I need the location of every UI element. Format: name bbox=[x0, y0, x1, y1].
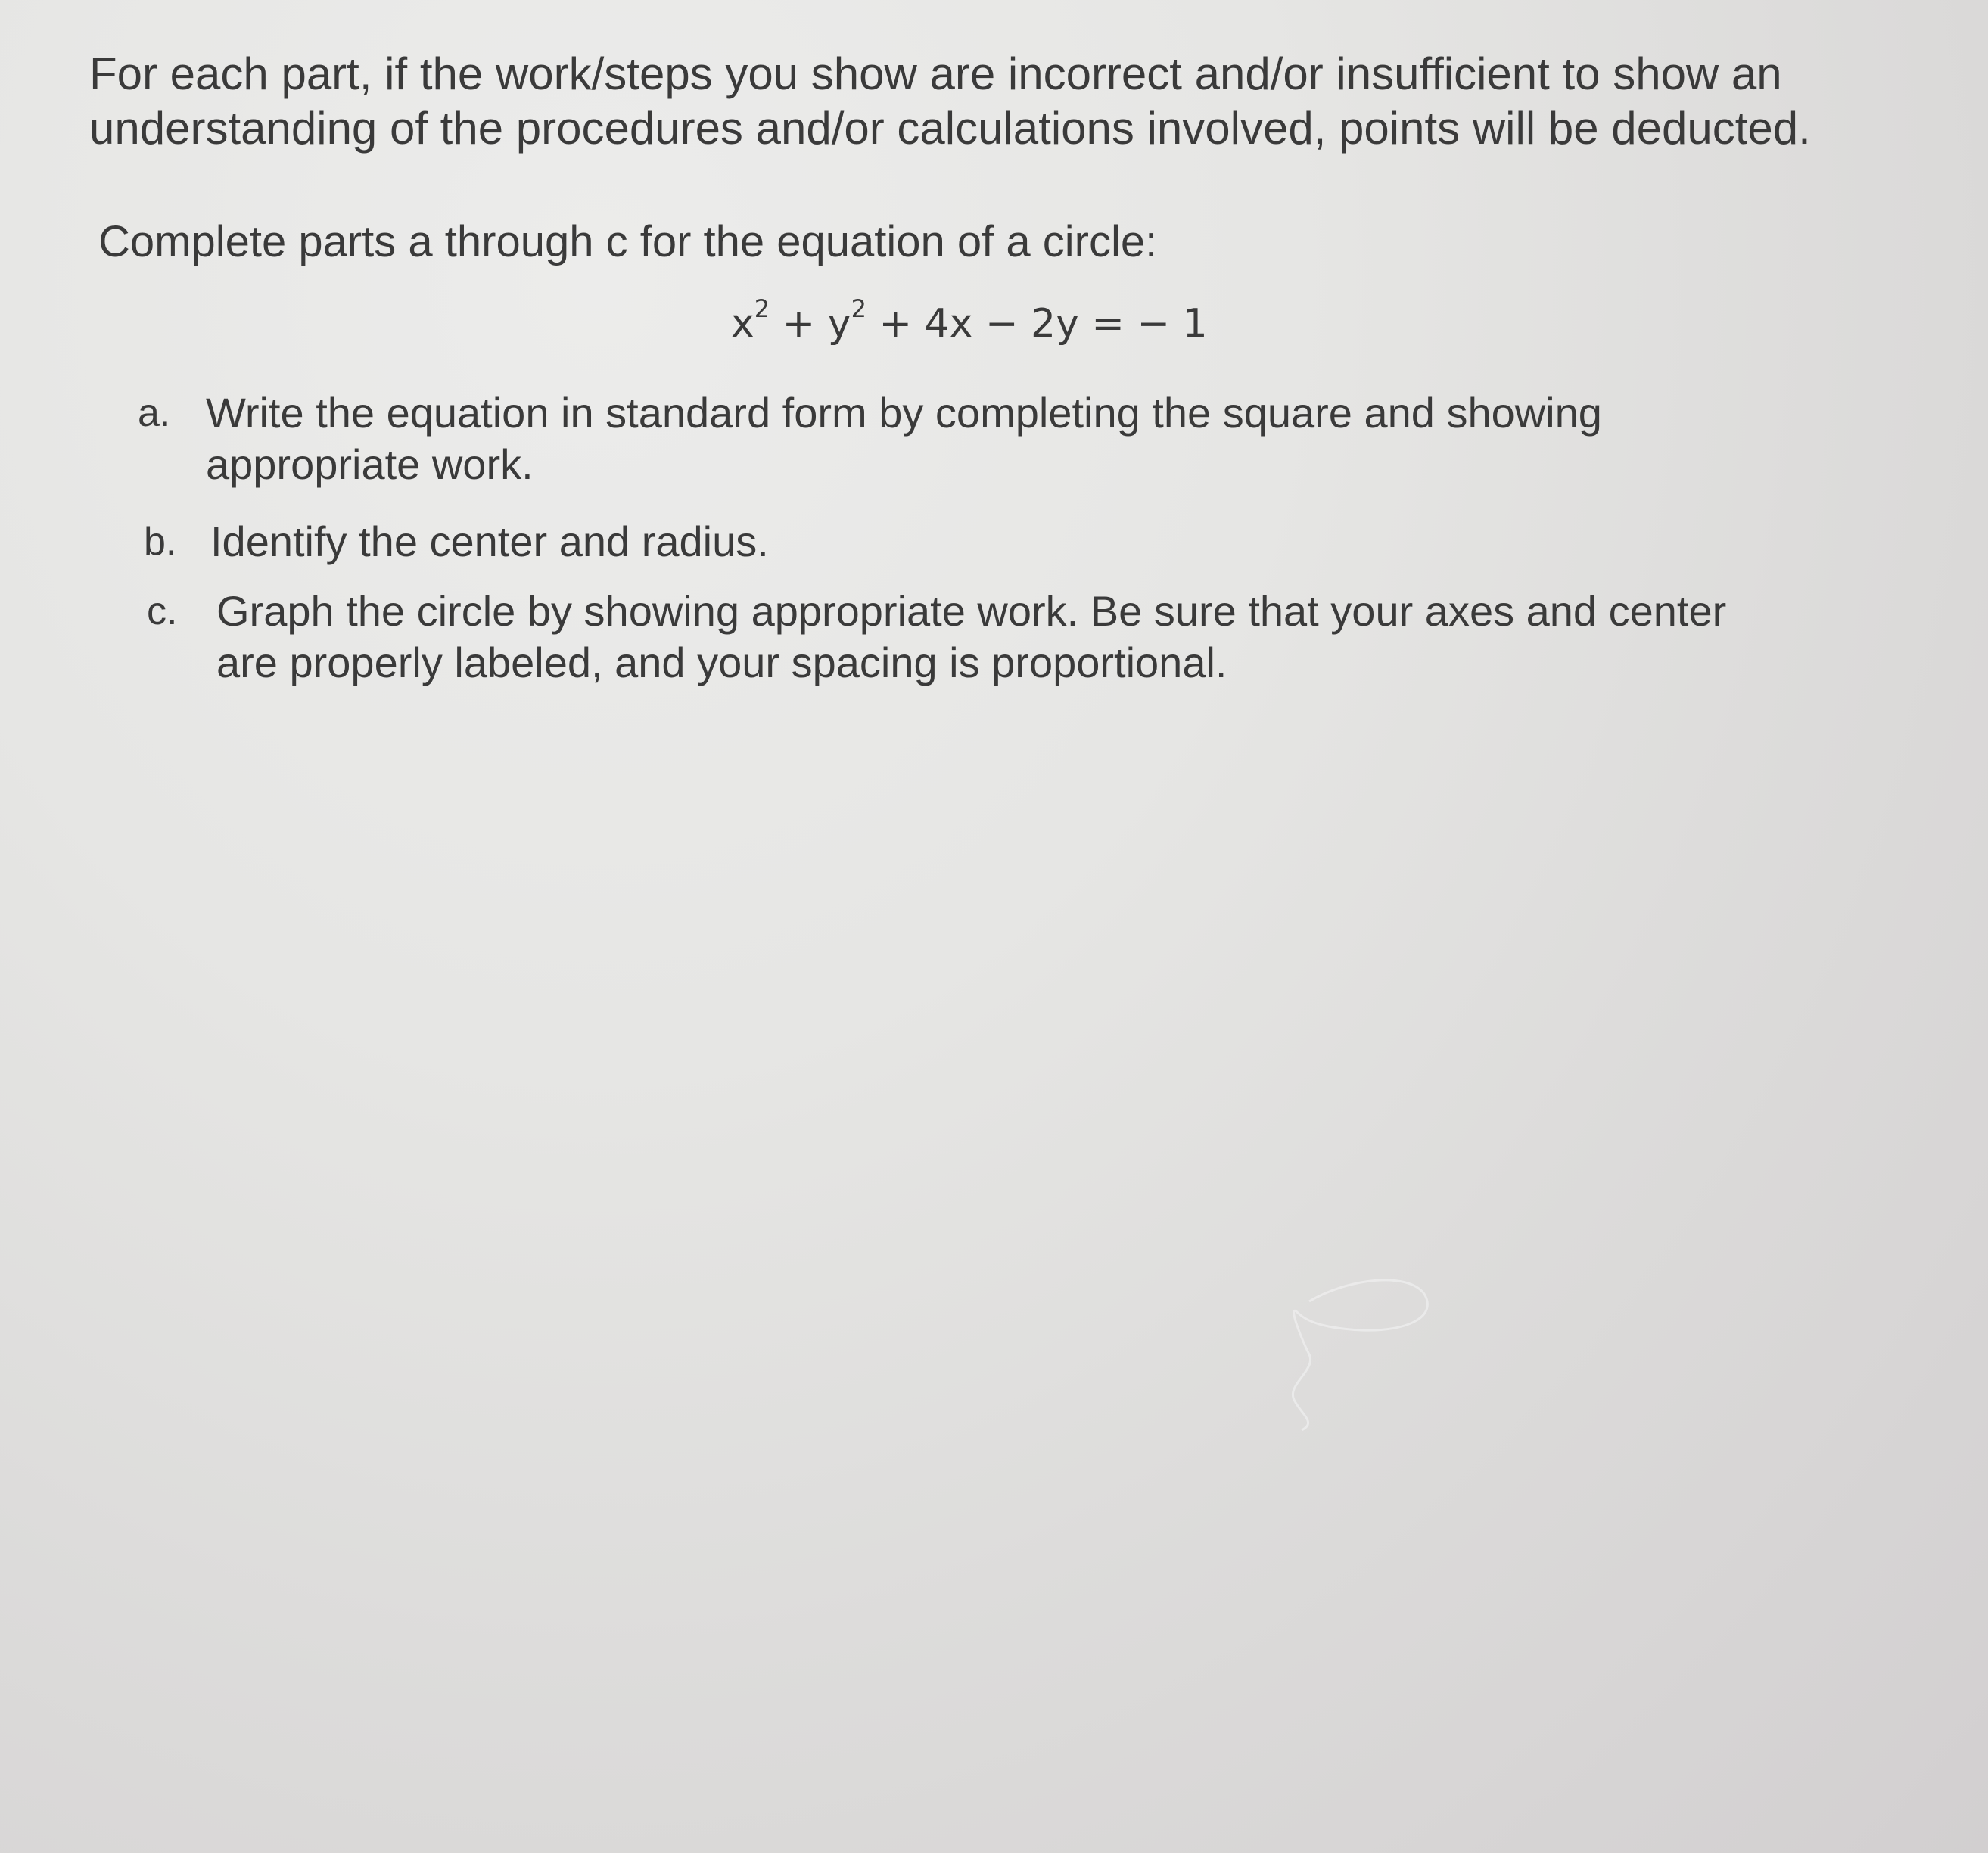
part-c-line-1: Graph the circle by showing appropriate work. Be sure that your axes and center bbox=[216, 587, 1727, 635]
part-c-text bbox=[216, 586, 1726, 689]
part-b-letter: b. bbox=[144, 520, 177, 564]
part-c-letter: c. bbox=[147, 589, 178, 633]
part-a-text bbox=[206, 387, 1602, 490]
equation-x-exponent: 2 bbox=[754, 294, 770, 323]
instructions-line-2: understanding of the procedures and/or calculations involved, points will be deducted. bbox=[89, 103, 1811, 154]
equation-y-term: y bbox=[827, 301, 851, 347]
circle-equation bbox=[731, 294, 1208, 348]
equation-remainder: + 4x − 2y = − 1 bbox=[866, 301, 1208, 347]
intro-text: Complete parts a through c for the equation of a circle: bbox=[98, 217, 1158, 266]
equation-x-term: x bbox=[731, 301, 754, 347]
instructions-line-1: For each part, if the work/steps you show are incorrect and/or insufficient to show an bbox=[89, 48, 1782, 99]
part-a-line-1: Write the equation in standard form by completing the square and showing bbox=[206, 389, 1602, 437]
equation-y-exponent: 2 bbox=[851, 294, 866, 323]
instructions-paragraph bbox=[89, 47, 1830, 156]
part-a-letter: a. bbox=[138, 391, 171, 435]
part-b-line-1: Identify the center and radius. bbox=[210, 518, 769, 565]
equation-plus: + bbox=[770, 301, 828, 347]
part-a-line-2: appropriate work. bbox=[206, 440, 534, 488]
part-b-text bbox=[210, 516, 769, 567]
part-c-line-2: are properly labeled, and your spacing is proportional. bbox=[216, 639, 1227, 686]
stray-scribble-mark bbox=[1256, 1241, 1438, 1453]
